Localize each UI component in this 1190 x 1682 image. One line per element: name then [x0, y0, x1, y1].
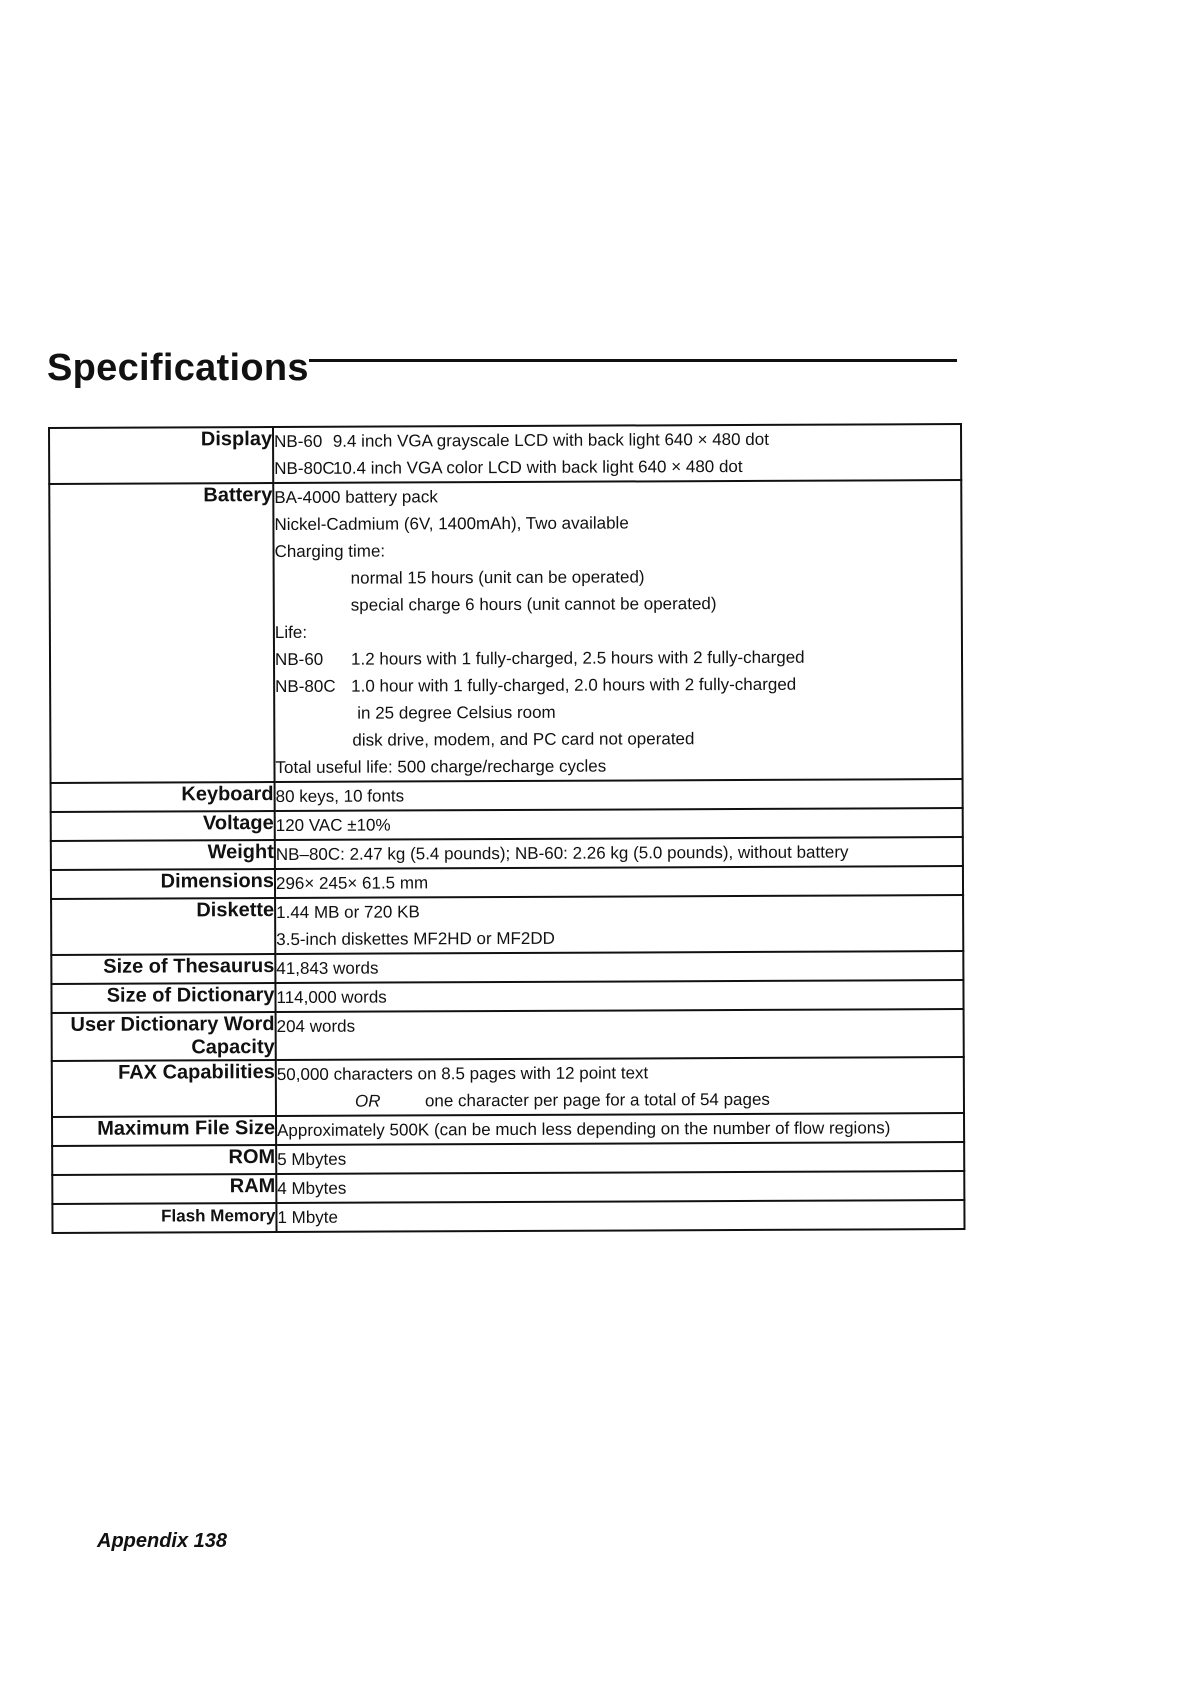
title-rule	[309, 359, 957, 362]
keyboard-label: Keyboard	[51, 782, 275, 812]
battery-label: Battery	[49, 483, 274, 783]
spec-row-voltage	[51, 808, 963, 841]
weight-label: Weight	[51, 840, 275, 870]
user-dictionary-value: 204 words	[276, 1009, 964, 1060]
spec-row-flash-memory	[52, 1200, 964, 1233]
fax-label: FAX Capabilities	[52, 1060, 276, 1117]
model-name: NB-80C	[274, 458, 335, 479]
flash-memory-label: Flash Memory	[52, 1203, 276, 1233]
model-name: NB-60	[274, 649, 324, 670]
ram-label: RAM	[52, 1174, 276, 1204]
voltage-label: Voltage	[51, 811, 275, 841]
life-heading: Life:	[274, 622, 308, 643]
dimensions-label: Dimensions	[51, 869, 275, 899]
spec-row-keyboard	[51, 779, 963, 812]
spec-row-user-dictionary	[52, 1009, 964, 1061]
or-word: OR	[354, 1091, 381, 1111]
thesaurus-value: 41,843 words	[275, 951, 963, 983]
spec-row-dimensions	[51, 866, 963, 899]
spec-row-weight	[51, 837, 963, 870]
charging-heading: Charging time:	[274, 541, 386, 562]
spec-row-fax	[52, 1057, 964, 1117]
spec-row-dictionary	[51, 980, 963, 1013]
display-value	[273, 424, 961, 483]
diskette-label: Diskette	[51, 898, 275, 955]
fax-line-pages	[277, 1085, 963, 1115]
dictionary-value: 114,000 words	[275, 980, 963, 1012]
rom-label: ROM	[52, 1145, 276, 1175]
spec-row-thesaurus	[51, 951, 963, 984]
dimensions-value: 296× 245× 61.5 mm	[275, 866, 963, 898]
fax-pages-text: one character per page for a total of 54 pages	[424, 1089, 770, 1111]
page-title: Specifications	[47, 347, 309, 389]
ram-value: 4 Mbytes	[276, 1171, 964, 1203]
rom-value: 5 Mbytes	[276, 1142, 964, 1174]
display-line-nb60	[274, 425, 960, 455]
life-text: 1.2 hours with 1 fully-charged, 2.5 hours with 2 fully-charged	[350, 647, 805, 669]
thesaurus-label: Size of Thesaurus	[51, 954, 275, 984]
diskette-value	[275, 895, 963, 954]
charging-special: special charge 6 hours (unit cannot be operated)	[350, 594, 717, 615]
fax-line-characters: 50,000 characters on 8.5 pages with 12 point text	[276, 1063, 649, 1085]
user-dictionary-label: User Dictionary Word Capacity	[52, 1012, 276, 1061]
diskette-capacity: 1.44 MB or 720 KB	[276, 902, 420, 923]
max-file-size-label: Maximum File Size	[52, 1116, 276, 1146]
life-nb80c	[275, 670, 961, 700]
battery-pack: BA-4000 battery pack	[274, 487, 438, 508]
page-footer: Appendix 138	[97, 1530, 228, 1552]
model-name: NB-80C	[275, 676, 336, 697]
spec-row-diskette	[51, 895, 963, 955]
spec-row-battery	[49, 480, 962, 783]
battery-type: Nickel-Cadmium (6V, 1400mAh), Two available	[274, 513, 629, 535]
charging-normal: normal 15 hours (unit can be operated)	[350, 567, 645, 588]
model-name: NB-60	[274, 431, 323, 452]
spec-row-rom	[52, 1142, 964, 1175]
keyboard-value: 80 keys, 10 fonts	[275, 779, 963, 811]
life-note-devices: disk drive, modem, and PC card not operated	[352, 729, 695, 750]
life-nb60	[275, 643, 961, 673]
dictionary-label: Size of Dictionary	[51, 983, 275, 1013]
specifications-table	[48, 423, 966, 1234]
weight-value: NB–80C: 2.47 kg (5.4 pounds); NB-60: 2.26 kg (5.0 pounds), without battery	[275, 837, 963, 869]
spec-row-display	[49, 424, 961, 484]
life-note-room: in 25 degree Celsius room	[357, 702, 556, 723]
spec-row-ram	[52, 1171, 964, 1204]
display-line-nb80c	[274, 452, 960, 482]
display-text: 9.4 inch VGA grayscale LCD with back light 640 × 480 dot	[332, 429, 769, 451]
max-file-size-value: Approximately 500K (can be much less depending on the number of flow regions)	[276, 1113, 964, 1145]
battery-value	[273, 480, 962, 782]
flash-memory-value: 1 Mbyte	[276, 1200, 964, 1232]
fax-value	[276, 1057, 964, 1116]
display-label: Display	[49, 427, 273, 484]
diskette-type: 3.5-inch diskettes MF2HD or MF2DD	[276, 928, 555, 950]
display-text: 10.4 inch VGA color LCD with back light 640 × 480 dot	[332, 456, 743, 478]
page-header	[47, 343, 957, 393]
life-text: 1.0 hour with 1 fully-charged, 2.0 hours with 2 fully-charged	[351, 674, 797, 696]
spec-row-max-file-size	[52, 1113, 964, 1146]
voltage-value: 120 VAC ±10%	[275, 808, 963, 840]
total-useful-life: Total useful life: 500 charge/recharge cycles	[275, 756, 607, 778]
